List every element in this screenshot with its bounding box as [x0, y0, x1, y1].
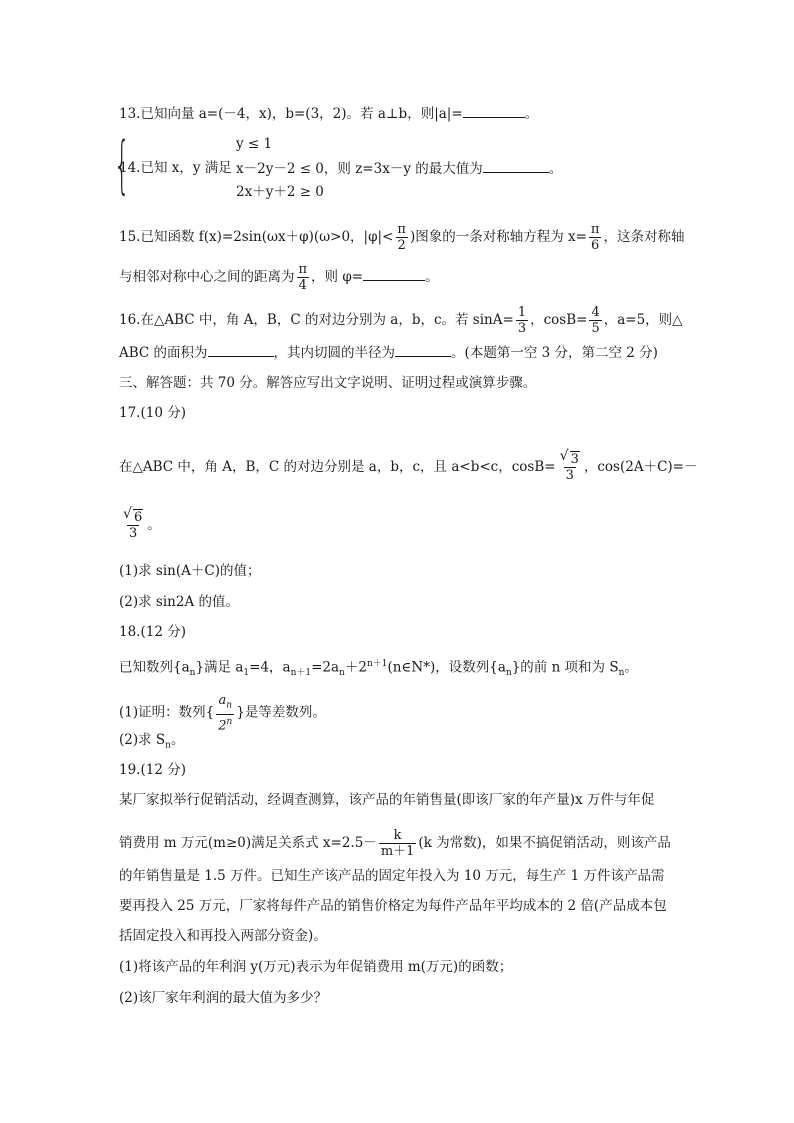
q19-line-1: 某厂家拟举行促销活动，经调查测算，该产品的年销售量(即该厂家的年产量)x 万件与年促 [119, 792, 655, 808]
fraction [395, 222, 408, 253]
q14-constraint-1: y ≤ 1 [236, 136, 273, 152]
frac-num: k [393, 828, 402, 843]
q16-text-f: 。(本题第一空 3 分，第二空 2 分) [451, 345, 658, 361]
q18-sub: n [618, 668, 625, 679]
frac-den-base: 2 [218, 717, 227, 733]
q19-heading: 19.(12 分) [119, 762, 186, 778]
q18-sub: n＋1 [290, 668, 312, 679]
q15-text-d: 与相邻对称中心之间的距离为 [119, 269, 295, 285]
frac-num [558, 448, 582, 467]
question-18-part-1 [119, 693, 754, 733]
q18-t4: =2a [311, 659, 340, 676]
q16-text-a: 16.在△ABC 中，角 A，B，C 的对边分别为 a，b，c。若 sinA= [119, 312, 514, 328]
q17-heading: 17.(10 分) [119, 405, 186, 421]
q18-t7: }的前 n 项和为 S [511, 659, 619, 676]
q19-line-5: 括固定投入和再投入两部分资金)。 [119, 928, 327, 944]
frac-den: 6 [591, 238, 600, 253]
answer-blank [363, 266, 425, 281]
q14-constraint-2: x－2y－2 ≤ 0 [236, 161, 324, 177]
q18-sub: n [505, 668, 512, 679]
frac-num [216, 693, 234, 714]
question-18-line-1 [119, 654, 754, 683]
q17-part-2: (2)求 sin2A 的值。 [119, 594, 239, 610]
q14-constraint-3: 2x＋y＋2 ≥ 0 [236, 184, 324, 200]
q18-t8: 。 [624, 659, 638, 676]
q18-sup: n＋1 [366, 659, 388, 669]
q18-heading: 18.(12 分) [119, 624, 186, 640]
frac-num: 4 [591, 305, 600, 320]
frac-num-sub: n [226, 700, 233, 711]
answer-blank [395, 342, 451, 357]
fraction [516, 305, 528, 336]
q14-suffix: ，则 z=3x－y 的最大值为 [323, 161, 483, 177]
fraction [121, 506, 145, 541]
q14-end: 。 [548, 161, 563, 177]
q13-text: 13.已知向量 a=(－4，x)，b=(3，2)。若 a⊥b，则|a|= [119, 106, 463, 122]
q19-line-4: 要再投入 25 万元，厂家将每件产品的销售价格定为每件产品年平均成本的 2 倍(产品成本包 [119, 898, 667, 914]
q19-line-2 [119, 828, 754, 859]
question-13 [119, 103, 754, 124]
fraction [379, 828, 417, 859]
frac-num [121, 506, 145, 525]
q18-p2-b: 。 [170, 732, 185, 748]
radical-symbol: √ [559, 448, 569, 464]
q15-text-e: ，则 φ= [311, 269, 364, 285]
question-15-line-2 [119, 262, 754, 293]
q18-p1-a: (1)证明：数列{ [119, 704, 215, 721]
q18-sub: n [189, 668, 196, 679]
q15-end: 。 [425, 269, 439, 285]
q18-t3: =4，a [249, 659, 291, 676]
q18-sub: n [339, 668, 345, 679]
answer-blank [463, 103, 525, 118]
q18-p2-a: (2)求 S [119, 732, 166, 748]
q19-part-1: (1)将该产品的年利润 y(万元)表示为年促销费用 m(万元)的函数； [119, 959, 513, 975]
sqrt [559, 448, 580, 467]
q17-text-b: ，cos(2A＋C)=－ [583, 459, 698, 475]
q16-text-b: ，cosB= [530, 312, 588, 328]
frac-den: m＋1 [380, 844, 415, 859]
frac-den-sup: n [226, 716, 233, 727]
q18-sub: 1 [243, 668, 250, 679]
frac-den: 3 [565, 468, 574, 483]
question-16-line-2 [119, 342, 754, 363]
q19-t1: 销费用 m 万元(m≥0)满足关系式 x=2.5－ [119, 835, 377, 851]
question-16-line-1 [119, 305, 754, 336]
radical-symbol: √ [123, 506, 132, 522]
q17-text-a: 在△ABC 中，角 A，B，C 的对边分别是 a，b，c，且 a<b<c，cosB= [119, 459, 556, 475]
frac-den: 2 [397, 238, 406, 253]
q18-t1: 已知数列{a [119, 659, 190, 676]
q15-text-c: ，这条对称轴 [603, 229, 685, 245]
question-15-line-1 [119, 222, 754, 253]
q19-t2: (k 为常数)，如果不搞促销活动，则该产品 [418, 835, 671, 851]
q14-prefix: 14.已知 x，y 满足 [119, 160, 232, 176]
q16-text-c: ，a=5，则△ [603, 312, 683, 328]
frac-den: 4 [298, 278, 307, 293]
q15-text-b: )图象的一条对称轴方程为 x= [409, 229, 587, 245]
frac-den: 3 [129, 526, 138, 541]
frac-den: 5 [591, 321, 600, 336]
q16-text-e: ，其内切圆的半径为 [273, 345, 396, 361]
q18-t6: (n∈N*)，设数列{a [387, 659, 506, 676]
q18-t2: }满足 a [195, 659, 244, 676]
fraction [558, 448, 582, 483]
fraction [589, 222, 602, 253]
frac-num: π [397, 222, 406, 237]
frac-num: π [590, 222, 600, 237]
section-heading: 三、解答题：共 70 分。解答应写出文字说明、证明过程或演算步骤。 [119, 375, 537, 391]
fraction [297, 262, 310, 293]
sqrt [123, 506, 143, 525]
frac-num-base: a [218, 693, 227, 708]
question-17-line-2 [119, 506, 754, 541]
q19-line-3: 的年销售量是 1.5 万件。已知生产该产品的固定年投入为 10 万元，每生产 1 万件该产品需 [119, 868, 665, 884]
fraction [216, 693, 234, 733]
q17-end: 。 [147, 517, 161, 533]
frac-num: 1 [517, 305, 527, 320]
q15-text-a: 15.已知函数 f(x)=2sin(ωx＋φ)(ω>0，|φ|< [119, 229, 394, 245]
fraction [589, 305, 601, 336]
question-18-part-2 [119, 730, 754, 756]
q19-part-2: (2)该厂家年利润的最大值为多少？ [119, 990, 328, 1006]
radicand: 6 [134, 510, 143, 525]
radicand: 3 [570, 452, 579, 467]
q18-t5: ＋2 [344, 659, 367, 676]
answer-blank [208, 342, 274, 357]
q18-sub: n [165, 740, 171, 751]
q17-part-1: (1)求 sin(A＋C)的值； [119, 563, 261, 579]
q13-end: 。 [524, 106, 539, 122]
answer-blank [483, 158, 549, 173]
frac-num: π [298, 262, 308, 277]
question-17-line-1 [119, 448, 754, 483]
frac-den: 3 [517, 321, 527, 336]
q16-text-d: ABC 的面积为 [119, 345, 208, 361]
q14-constraint-2-row [236, 158, 562, 179]
brace-symbol: { [114, 128, 130, 201]
q18-p1-b: }是等差数列。 [236, 704, 326, 721]
